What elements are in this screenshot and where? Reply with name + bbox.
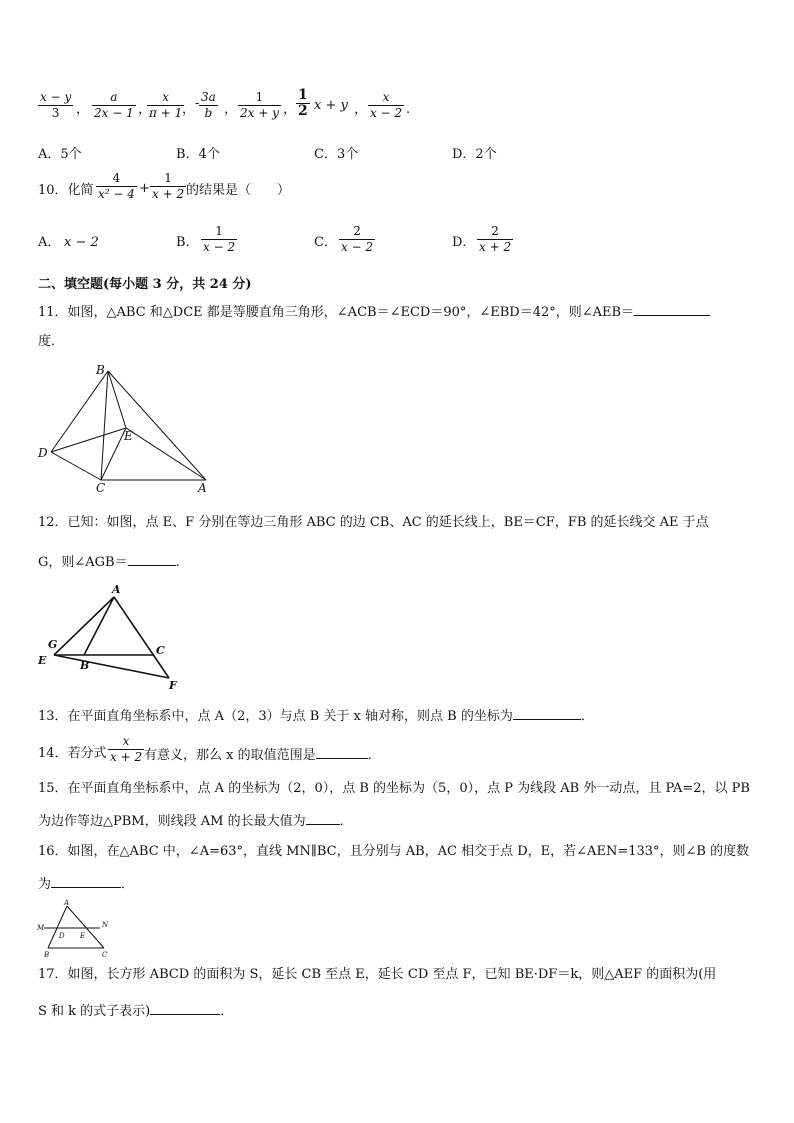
q12-label-c: C	[156, 644, 165, 657]
q17-line2	[38, 1002, 233, 1020]
q9-option-b[interactable]: B．4个	[176, 147, 220, 162]
q10-suffix: 的结果是（ ）	[186, 183, 291, 198]
q10-option-d-label[interactable]: D．	[452, 235, 476, 250]
q11-label-c: C	[96, 481, 106, 494]
q11-segment-ba	[108, 371, 206, 480]
q14-suffix: 有意义，那么 x 的取值范围是	[144, 748, 316, 763]
q13-end: ．	[580, 709, 594, 724]
q9-sep: ，	[354, 102, 368, 117]
q15-line1: 15．在平面直角坐标系中，点 A 的坐标为（2，0），点 B 的坐标为（5，0），点 P 为线段 AB 外一动点，且 PA=2，以 PB	[38, 781, 750, 796]
q11-segment-dc	[51, 452, 101, 480]
q11-segment-bd	[51, 371, 108, 452]
q12-label-b: B	[80, 659, 90, 672]
q10-option-c-frac[interactable]: $\frac{2}{x - 2}$	[341, 224, 374, 254]
q14-suffix-wrap	[144, 746, 381, 764]
q12-label-e: E	[38, 654, 47, 667]
q12-text: 12．已知：如图，点 E、F 分别在等边三角形 ABC 的边 CB、AC 的延长线上，BE＝CF，FB 的延长线交 AE 于点	[38, 515, 709, 530]
q10-option-a-label[interactable]: A．	[38, 235, 61, 250]
q16-figure	[34, 896, 114, 960]
q16-line1: 16．如图，在△ABC 中，∠A=63°，直线 MN∥BC，且分别与 AB，AC 相交于点 D，E，若∠AEN=133°，则∠B 的度数	[38, 844, 750, 859]
q9-frac-6: $\frac{1}{2}$	[298, 87, 308, 119]
q12-segment-ef	[54, 655, 169, 678]
q11-answer-blank[interactable]	[634, 303, 710, 316]
q16-label-a: A	[64, 899, 70, 907]
q16-label-m: M	[37, 924, 45, 932]
q17-end: ．	[220, 1004, 234, 1019]
q9-frac-2: $\frac{a}{2x - 1}$	[94, 90, 134, 120]
q15-end: ．	[339, 814, 353, 829]
q16-segment-ac	[67, 906, 104, 948]
q13-answer-blank[interactable]	[513, 707, 581, 720]
q11-label-a: A	[198, 481, 207, 494]
q10-prefix: 10．化简	[38, 183, 94, 198]
q12-label-g: G	[48, 638, 58, 651]
q11-figure	[30, 362, 215, 494]
q13-text	[38, 707, 594, 725]
q11-segment-de	[51, 428, 126, 452]
q11-text-content: 11．如图，△ABC 和△DCE 都是等腰直角三角形，∠ACB＝∠ECD＝90°，∠EBD＝42°，则∠AEB＝	[38, 305, 635, 320]
q12-label-f: F	[169, 679, 177, 692]
q9-end: .	[406, 102, 411, 117]
q14-frac: $\frac{x}{x + 2}$	[110, 734, 143, 764]
q9-minus: -	[195, 96, 200, 111]
q9-tail: x + y	[314, 98, 348, 113]
q11-segment-be	[108, 371, 126, 428]
q16-label-d: D	[59, 932, 65, 940]
q14-end: ．	[367, 748, 381, 763]
q9-frac-3: $\frac{x}{\pi + 1}$	[149, 90, 183, 120]
q17-line1: 17．如图，长方形 ABCD 的面积为 S，延长 CB 至点 E，延长 CD 至点 F，已知 BE·DF＝k，则△AEF 的面积为(用	[38, 967, 717, 982]
q9-sep: ，	[76, 102, 90, 117]
q17-answer-blank[interactable]	[150, 1002, 220, 1015]
q12-line2-end: .	[175, 555, 180, 570]
q12-segment-ae	[54, 597, 114, 655]
q16-label-e: E	[80, 932, 86, 940]
q12-line2-content: G，则∠AGB＝	[38, 555, 128, 570]
q14-prefix: 14．若分式	[38, 746, 107, 761]
q16-label-b: B	[44, 951, 50, 959]
q15-answer-blank[interactable]	[306, 812, 340, 825]
q12-answer-blank[interactable]	[128, 553, 176, 566]
q16-segment-ab	[48, 906, 67, 948]
q13-text-content: 13．在平面直角坐标系中，点 A（2，3）与点 B 关于 x 轴对称，则点 B 的坐标为	[38, 709, 513, 724]
q11-label-b: B	[96, 363, 105, 377]
q11-line2: 度．	[38, 334, 65, 349]
q10-option-b-label[interactable]: B．	[176, 235, 199, 250]
q12-label-a: A	[112, 583, 121, 596]
q11-label-e: E	[124, 429, 133, 443]
q10-plus: +	[139, 181, 150, 196]
q12-figure	[32, 582, 192, 692]
q10-option-b-frac[interactable]: $\frac{1}{x - 2}$	[203, 224, 236, 254]
q9-sep: ，	[283, 102, 297, 117]
q11-text	[38, 303, 710, 321]
q9-sep: ，	[224, 102, 238, 117]
q12-segment-ab	[84, 597, 114, 655]
q15-line2	[38, 812, 353, 830]
q9-option-a[interactable]: A．5个	[38, 147, 82, 162]
q16-end: ．	[121, 877, 135, 892]
q9-sep: ，	[138, 102, 152, 117]
q9-sep: ，	[182, 102, 196, 117]
q9-frac-1: $\frac{x - y}{3}$	[40, 90, 72, 120]
q17-line2-content: S 和 k 的式子表示)	[38, 1004, 151, 1019]
q16-label-c: C	[102, 951, 108, 959]
q10-frac-1: $\frac{4}{\text{x² − 4}}$	[98, 171, 135, 201]
q15-line2-content: 为边作等边△PBM，则线段 AM 的长最大值为	[38, 814, 306, 829]
section-title: 二、填空题(每小题 3 分，共 24 分)	[38, 277, 252, 292]
q9-frac-4: $\frac{3a}{b}$	[201, 90, 216, 120]
q16-answer-blank[interactable]	[51, 875, 121, 888]
q9-option-c[interactable]: C．3个	[314, 147, 359, 162]
q16-line2-content: 为	[38, 877, 52, 892]
q16-label-n: N	[102, 921, 109, 929]
q9-frac-7: $\frac{x}{x - 2}$	[370, 90, 403, 120]
q14-answer-blank[interactable]	[316, 746, 368, 759]
q10-option-d-frac[interactable]: $\frac{2}{x + 2}$	[479, 224, 512, 254]
q9-option-d[interactable]: D．2个	[452, 147, 497, 162]
q11-segment-bc	[101, 371, 108, 480]
q11-label-d: D	[38, 446, 48, 460]
q9-frac-5: $\frac{1}{2x + y}$	[240, 90, 279, 120]
q10-option-c-label[interactable]: C．	[314, 235, 337, 250]
q12-segment-af	[114, 597, 169, 678]
q10-frac-2: $\frac{1}{x + 2}$	[152, 171, 185, 201]
q16-line2	[38, 875, 134, 893]
q10-option-a-value[interactable]: x − 2	[64, 235, 99, 250]
q12-line2	[38, 553, 180, 571]
q11-segment-ec	[101, 428, 126, 480]
